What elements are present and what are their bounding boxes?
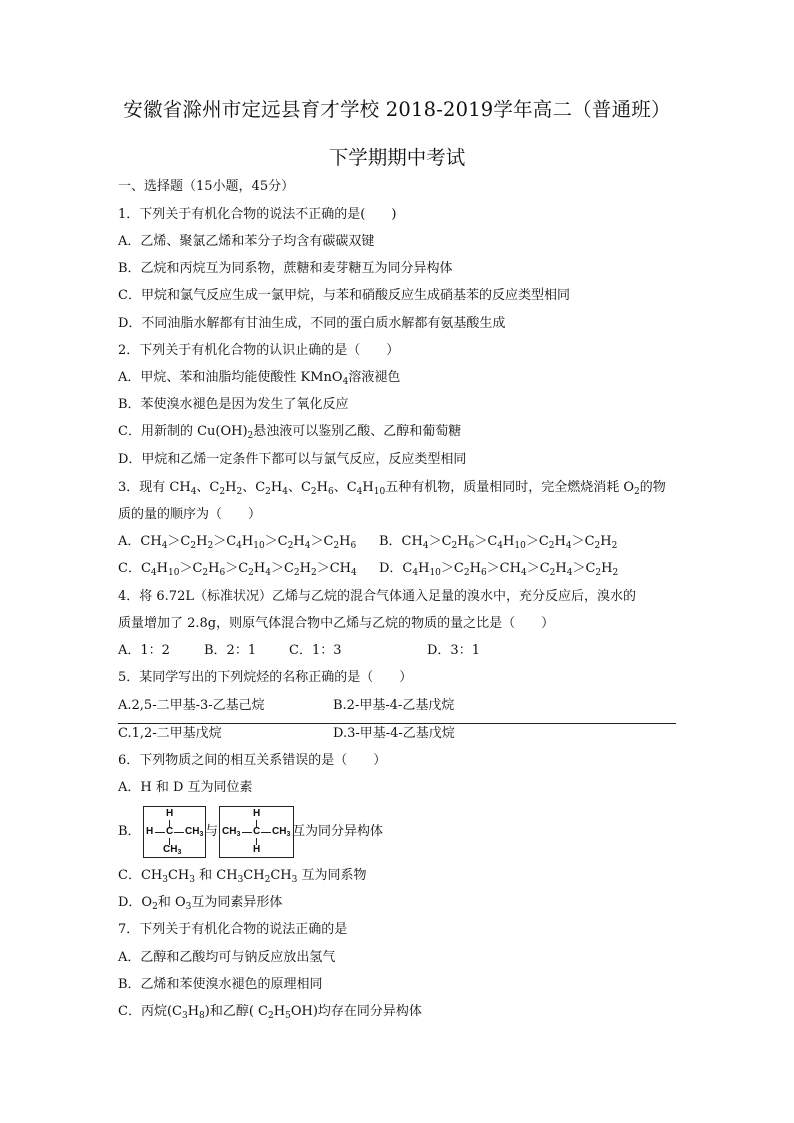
- q6-option-d: D．$O_2$和 $O_3$互为同素异形体: [118, 895, 283, 912]
- q2-option-b: B．苯使溴水褪色是因为发生了氧化反应: [118, 397, 349, 412]
- q1-stem: 1．下列关于有机化合物的说法不正确的是( ): [118, 207, 397, 222]
- mol2-bottom-atom: H: [253, 844, 261, 855]
- q5-option-d: D.3-甲基-4-乙基戊烷: [333, 726, 455, 741]
- divider-line: [118, 723, 676, 724]
- q6-option-b-and: 与: [205, 824, 219, 839]
- q4-option-b: B．2：1: [204, 643, 257, 658]
- q2-stem: 2．下列关于有机化合物的认识止确的是（ ）: [118, 343, 400, 358]
- q3-stem-line2: 质的量的顺序为（ ）: [118, 507, 262, 522]
- q3-option-b: B．$CH_4>C_2H_6>C_4H_{10}>C_2H_4>C_2H_2$: [379, 534, 618, 551]
- q5-stem: 5．某同学写出的下列烷烃的名称正确的是（ ）: [118, 670, 413, 685]
- mol2-bond-left: [242, 832, 252, 833]
- q1-option-b: B．乙烷和丙烷互为同系物，蔗糖和麦芽糖互为同分异构体: [118, 261, 453, 276]
- q4-option-a: A．1：2: [118, 643, 170, 658]
- q1-option-d: D．不同油脂水解都有甘油生成，不同的蛋白质水解都有氨基酸生成: [118, 316, 506, 331]
- q5-option-c: C.1,2-二甲基戊烷: [118, 726, 222, 741]
- mol2-right-group: $CH_3$: [272, 826, 291, 838]
- q6-option-b-label: B．: [118, 824, 141, 839]
- q6-option-b-text: 互为同分异构体: [292, 824, 384, 839]
- mol1-bottom-group: $CH_3$: [163, 844, 182, 856]
- q5-option-b: B.2-甲基-4-乙基戊烷: [333, 698, 455, 713]
- structure-formula-2: [219, 806, 294, 858]
- mol1-center-atom: C: [166, 826, 174, 837]
- q6-option-c: C．$CH_3CH_3$ 和 $CH_3CH_2CH_3$ 互为同系物: [118, 868, 367, 885]
- q5-option-a: A.2,5-二甲基-3-乙基己烷: [118, 698, 265, 713]
- q7-option-b: B．乙烯和苯使溴水褪色的原理相同: [118, 977, 323, 992]
- q4-option-d: D．3：1: [427, 643, 480, 658]
- mol1-bond-right: [174, 832, 184, 833]
- mol2-top-atom: H: [253, 808, 261, 819]
- q2-option-d: D．甲烷和乙烯一定条件下都可以与氯气反应，反应类型相同: [118, 452, 467, 467]
- q3-stem-line1: 3．现有 $CH_4$、$C_2H_2$、$C_2H_4$、$C_2H_6$、$C_4H_{10}$五种有机物，质量相同时，完全燃烧消耗 $O_2$的物: [118, 480, 666, 497]
- structure-formula-1: [143, 806, 206, 858]
- q4-option-c: C．1：3: [289, 643, 342, 658]
- mol1-bond-left: [155, 832, 165, 833]
- mol2-left-group: $CH_3$: [222, 826, 241, 838]
- q4-stem-line2: 质量增加了 2.8g，则原气体混合物中乙烯与乙烷的物质的量之比是（ ）: [118, 616, 555, 631]
- mol2-bond-right: [261, 832, 271, 833]
- q6-option-a: A．H 和 D 互为同位素: [118, 780, 253, 795]
- q4-stem-line1: 4．将 6.72L（标准状况）乙烯与乙烷的混合气体通入足量的溴水中，充分反应后，溴水的: [118, 589, 636, 604]
- q3-option-c: C．$C_4H_{10}>C_2H_6>C_2H_4>C_2H_2>CH_4$: [118, 561, 357, 578]
- section-heading: 一、选择题（15小题，45分）: [118, 179, 295, 194]
- mol1-left-atom: H: [146, 826, 154, 837]
- q7-option-a: A．乙醇和乙酸均可与钠反应放出氢气: [118, 950, 336, 965]
- q7-option-c: C．丙烷$(C_3H_8)$和乙醇( $C_2H_5OH$)均存在同分异构体: [118, 1004, 422, 1021]
- q2-option-c: C．用新制的 $Cu(OH)_2$悬浊液可以鉴别乙酸、乙醇和葡萄糖: [118, 424, 462, 441]
- q3-option-a: A．$CH_4>C_2H_2>C_4H_{10}>C_2H_4>C_2H_6$: [118, 534, 357, 551]
- page-subtitle: 下学期期中考试: [328, 146, 466, 169]
- q1-option-c: C．甲烷和氯气反应生成一氯甲烷，与苯和硝酸反应生成硝基苯的反应类型相同: [118, 288, 570, 303]
- q3-option-d: D．$C_4H_{10}>C_2H_6>CH_4>C_2H_4>C_2H_2$: [379, 561, 619, 578]
- q7-stem: 7．下列关于有机化合物的说法正确的是: [118, 922, 348, 937]
- mol1-top-atom: H: [166, 808, 174, 819]
- q1-option-a: A．乙烯、聚氯乙烯和苯分子均含有碳碳双键: [118, 234, 375, 249]
- q6-stem: 6．下列物质之间的相互关系错误的是（ ）: [118, 753, 387, 768]
- mol2-center-atom: C: [253, 826, 261, 837]
- page-title: 安徽省滁州市定远县育才学校 2018-2019学年高二（普通班）: [123, 98, 671, 121]
- q2-option-a: A．甲烷、苯和油脂均能使酸性 KMnO$_4$溶液褪色: [118, 370, 401, 387]
- mol1-right-group: $CH_3$: [185, 826, 204, 838]
